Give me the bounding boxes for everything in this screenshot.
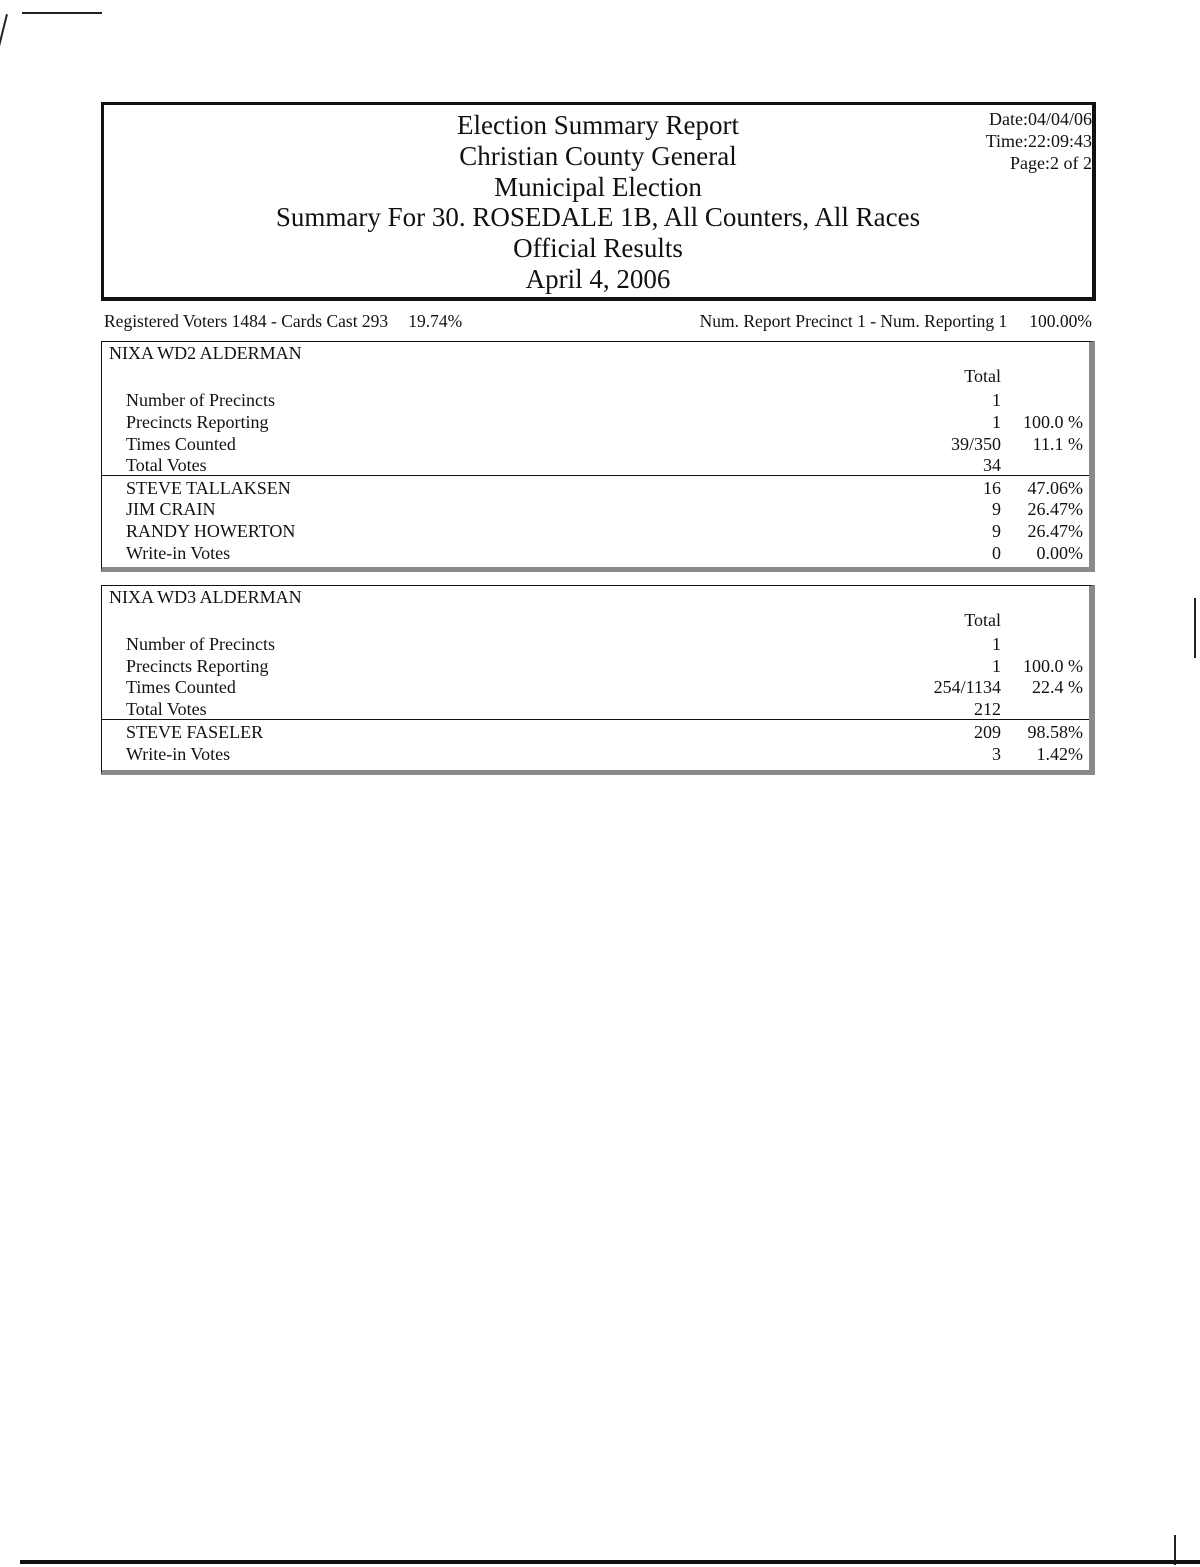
stat-percent: 100.0 % [1023,656,1083,676]
candidate-name: Write-in Votes [126,744,231,764]
candidate-percent: 26.47% [1027,499,1083,519]
candidate-row [102,520,1089,542]
registered-voters-text: Registered Voters 1484 - Cards Cast 293 [104,311,389,331]
report-header [101,102,1096,301]
candidate-votes: 16 [983,478,1001,498]
stat-label: Total Votes [126,699,207,719]
candidate-name: JIM CRAIN [126,499,216,519]
divider [102,719,1089,720]
stat-row [102,633,1089,655]
stat-total: 1 [992,412,1001,432]
race-title: NIXA WD2 ALDERMAN [109,343,302,363]
turnout-percent: 19.74% [408,311,463,331]
stat-row [102,698,1089,720]
title-line: Summary For 30. ROSEDALE 1B, All Counters, All Races [275,202,921,233]
candidate-percent: 0.00% [1036,543,1083,563]
candidate-name: RANDY HOWERTON [126,521,296,541]
candidate-row [102,498,1089,520]
precinct-reporting-summary [700,311,1092,332]
reporting-percent: 100.00% [1029,311,1092,331]
stat-label: Number of Precincts [126,390,275,410]
candidate-row [102,721,1089,743]
title-line: Election Summary Report [457,110,739,140]
candidate-row [102,743,1089,765]
registered-voters-summary [104,311,462,332]
candidate-percent: 1.42% [1036,744,1083,764]
title-line: Municipal Election [494,171,702,202]
candidate-row [102,477,1089,499]
stat-label: Total Votes [126,455,207,475]
candidate-name: STEVE FASELER [126,722,264,742]
stat-row [102,676,1089,698]
stat-row [102,433,1089,455]
stat-total: 254/1134 [933,677,1001,697]
scan-mark [22,12,102,14]
candidate-name: STEVE TALLAKSEN [126,478,291,498]
stat-label: Precincts Reporting [126,656,269,676]
stat-row [102,454,1089,476]
candidate-votes: 209 [974,722,1001,742]
stat-label: Precincts Reporting [126,412,269,432]
title-line: Christian County General [459,140,737,171]
title-line: Official Results [513,233,683,264]
candidate-percent: 98.58% [1027,722,1083,742]
race-box [101,585,1095,775]
stat-percent: 100.0 % [1023,412,1083,432]
report-date: Date:04/04/06 [989,109,1092,129]
stat-label: Times Counted [126,434,236,454]
stat-total: 1 [992,634,1001,654]
stat-total: 1 [992,656,1001,676]
precinct-reporting-text: Num. Report Precinct 1 - Num. Reporting 1 [699,311,1008,331]
divider [102,475,1089,476]
candidate-votes: 9 [992,521,1001,541]
stat-total: 212 [974,699,1001,719]
stat-total: 34 [983,455,1001,475]
report-meta [986,108,1092,174]
candidate-votes: 3 [992,744,1001,764]
stat-label: Times Counted [126,677,236,697]
race-title: NIXA WD3 ALDERMAN [109,587,302,607]
candidate-row [102,542,1089,564]
total-column-header: Total [964,610,1001,630]
stat-total: 39/350 [950,434,1001,454]
stat-row [102,655,1089,677]
stat-total: 1 [992,390,1001,410]
page-bottom-rule [20,1560,1200,1564]
stat-percent: 11.1 % [1032,434,1083,454]
stat-row [102,411,1089,433]
candidate-percent: 26.47% [1027,521,1083,541]
stat-percent: 22.4 % [1032,677,1083,697]
total-column-header: Total [964,366,1001,386]
candidate-percent: 47.06% [1027,478,1083,498]
candidate-name: Write-in Votes [126,543,231,563]
candidate-votes: 9 [992,499,1001,519]
title-line: April 4, 2006 [525,263,671,294]
stat-row [102,389,1089,411]
candidate-votes: 0 [992,543,1001,563]
report-time: Time:22:09:43 [985,131,1092,151]
report-page: Page:2 of 2 [1010,153,1092,173]
stat-label: Number of Precincts [126,634,275,654]
scan-mark [1194,598,1196,658]
report-title [104,110,1092,295]
race-box [101,341,1095,572]
scan-mark [0,14,8,86]
